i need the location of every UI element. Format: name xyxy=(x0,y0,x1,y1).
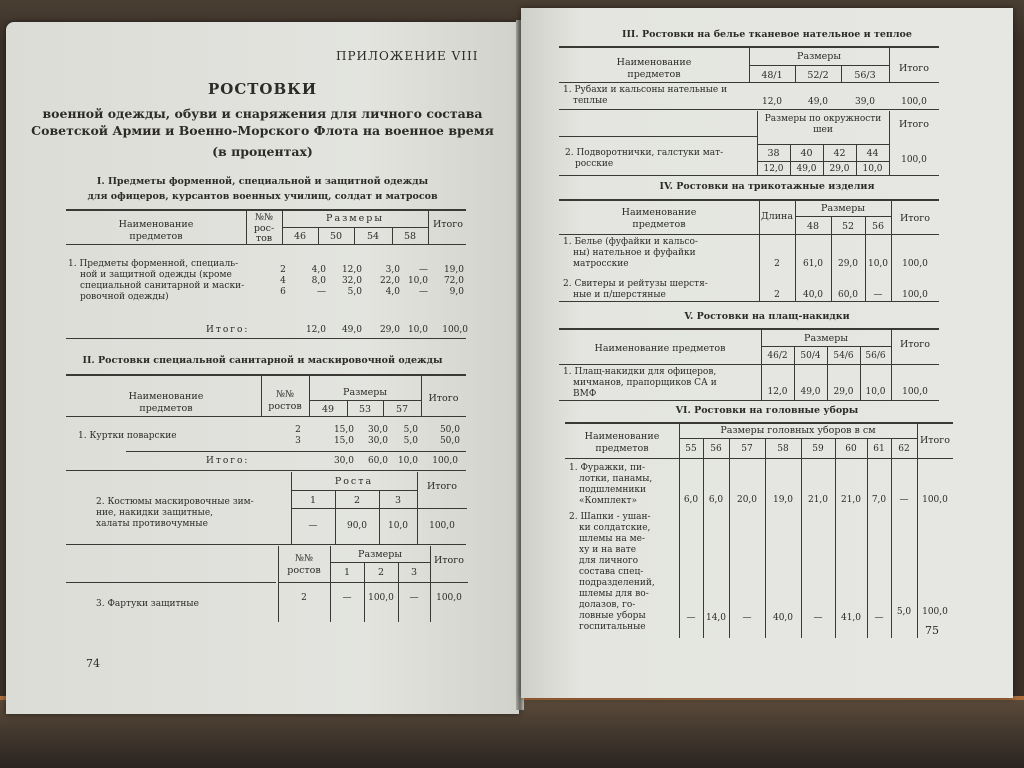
section-1-title-2: для офицеров, курсантов военных училищ, солдат и матросов xyxy=(87,191,438,202)
section-1-title-1: I. Предметы форменной, специальной и защитной одежды xyxy=(96,176,429,187)
subtitle-line-3: (в процентах) xyxy=(212,144,313,159)
left-page: ПРИЛОЖЕНИЕ VIII РОСТОВКИ военной одежды, обуви и снаряжения для личного состава Советской Армии и Военно-Морского Флота на военное время (в процентах) I. Предметы форменной, специальной и защитной одежды для офицеров, курсантов военных училищ, солдат и матросов Наименование предметов №№ рос- тов Размеры 46 50 54 58 Итого 1. Предметы форменной, специаль- ной и защитной одежды (кроме специальной санитарной и маски- ровочной одежды) 2 4,0 12,0 3,0 — 19,0 4 8,0 32,0 22,0 10,0 72,0 6 — 5,0 4,0 — 9,0 Итого: 12,0 49,0 29,0 10,0 100,0 II. Ростовки специальной санитарной и маскировочной одежды Наименование предметов №№ ростов Размеры 49 53 57 Итого 1. Куртки поварские 2 15,0 30,0 5,0 50,0 3 15,0 30,0 5,0 50,0 Итого: 30,0 60,0 10,0 100,0 Роста 1 2 3 Итого 2. Костюмы маскировочные зим- ние, накидки защитные, халаты противочумные — 90,0 10,0 100,0 №№ ростов Размеры 1 2 3 Итого 3. Фартуки защитные 2 — 100,0 — 100,0 74 xyxy=(6,22,519,714)
subtitle-line-2: Советской Армии и Военно-Морского Флота на военное время xyxy=(31,123,494,138)
section-2-title: II. Ростовки специальной санитарной и маскировочной одежды xyxy=(82,355,443,366)
page-number-left: 74 xyxy=(86,657,100,670)
section-3-title: III. Ростовки на белье тканевое нательное и теплое xyxy=(622,29,912,40)
appendix-label: ПРИЛОЖЕНИЕ VIII xyxy=(336,49,479,63)
section-4-title: IV. Ростовки на трикотажные изделия xyxy=(659,181,875,192)
section-6-title: VI. Ростовки на головные уборы xyxy=(675,405,859,416)
subtitle-line-1: военной одежды, обуви и снаряжения для личного состава xyxy=(42,106,483,121)
right-page: III. Ростовки на белье тканевое нательное и теплое Наименование предметов Размеры 48/1 52/2 56/3 Итого 1. Рубахи и кальсоны нательные и теплые 12,0 49,0 39,0 100,0 Размеры по окружности шеи Итого 38 40 42 44 2. Подворотнички, галстуки мат- росские 12,0 49,0 29,0 10,0 100,0 IV. Ростовки на трикотажные изделия Наименование предметов Длина Размеры 48 52 56 Итого 1. Белье (фуфайки и кальсо- ны) нательное и фуфайки матросские 2 61,0 29,0 10,0 100,0 2. Свитеры и рейтузы шерстя- ные и п/шерстяные 2 40,0 60,0 — 100,0 V. Ростовки на плащ-накидки Наименование предметов Размеры 46/2 50/4 54/6 56/6 Итого 1. Плащ-накидки для офицеров, мичманов, прапорщиков СА и ВМФ 12,0 49,0 29,0 10,0 100,0 VI. Ростовки на головные уборы Наименование предметов Размеры головных уборов в см 55 56 57 58 59 60 61 62 Итого 1. Фуражки, пи- лотки, панамы, подшлемники «Комплект» 6,0 6,0 20,0 19,0 21,0 21,0 7,0 — 100,0 2. Шапки - ушан- ки солдатские, шлемы на ме- ху и на вате для личного состава спец- подразделений, шлемы для во- долазов, го- ловные уборы госпитальные — 14,0 — 40,0 — 41,0 — 5,0 100,0 75 xyxy=(521,8,1013,698)
page-number-right: 75 xyxy=(925,624,939,637)
page-title: РОСТОВКИ xyxy=(207,80,317,98)
section-5-title: V. Ростовки на плащ-накидки xyxy=(684,311,850,322)
